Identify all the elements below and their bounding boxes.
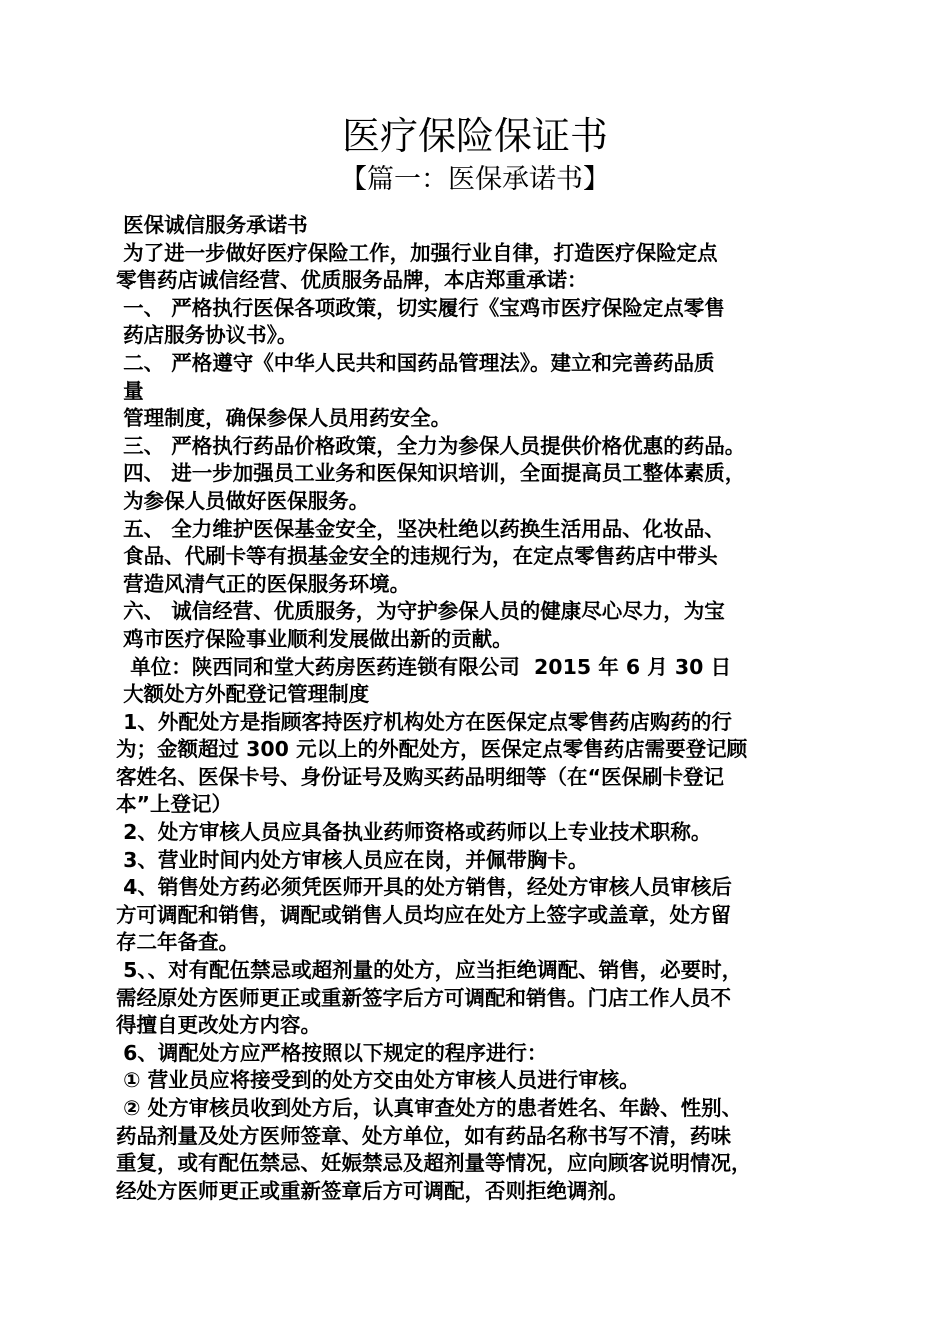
text-line: 三、 严格执行药品价格政策，全力为参保人员提供价格优惠的药品。 bbox=[116, 433, 746, 458]
text-line: 方可调配和销售，调配或销售人员均应在处方上签字或盖章，处方留 bbox=[116, 902, 731, 927]
text-line: 食品、代刷卡等有损基金安全的违规行为，在定点零售药店中带头 bbox=[116, 544, 718, 569]
text-line: ② 处方审核员收到处方后，认真审查处方的患者姓名、年龄、性别、 bbox=[116, 1096, 743, 1120]
text-line: 为参保人员做好医保服务。 bbox=[116, 488, 370, 513]
text-line: 零售药店诚信经营、优质服务品牌，本店郑重承诺： bbox=[116, 268, 588, 293]
text-line: 营造风清气正的医保服务环境。 bbox=[116, 571, 411, 596]
text-line: 五、 全力维护医保基金安全，坚决杜绝以药换生活用品、化妆品、 bbox=[116, 516, 725, 541]
text-line: 6、调配处方应严格按照以下规定的程序进行： bbox=[116, 1040, 548, 1065]
text-line: 存二年备查。 bbox=[116, 930, 239, 955]
text-line: 单位：陕西同和堂大药房医药连锁有限公司 2015 年 6 月 30 日 bbox=[116, 654, 732, 679]
text-line: 得擅自更改处方内容。 bbox=[116, 1013, 321, 1038]
text-line: 鸡市医疗保险事业顺利发展做出新的贡献。 bbox=[116, 626, 513, 651]
text-line: 一、 严格执行医保各项政策，切实履行《宝鸡市医疗保险定点零售 bbox=[116, 295, 725, 320]
text-line: 药店服务协议书》。 bbox=[116, 323, 298, 348]
text-line: 5、、对有配伍禁忌或超剂量的处方，应当拒绝调配、销售，必要时， bbox=[116, 958, 743, 983]
text-line: 需经原处方医师更正或重新签字后方可调配和销售。门店工作人员不 bbox=[116, 985, 731, 1010]
text-line: 重复，或有配伍禁忌、妊娠禁忌及超剂量等情况，应向顾客说明情况， bbox=[116, 1151, 752, 1176]
text-line: 经处方医师更正或重新签章后方可调配，否则拒绝调剂。 bbox=[116, 1178, 629, 1203]
text-line: 医保诚信服务承诺书 bbox=[116, 213, 308, 237]
text-line: 四、 进一步加强员工业务和医保知识培训，全面提高员工整体素质， bbox=[116, 461, 746, 486]
text-line: 药品剂量及处方医师签章、处方单位，如有药品名称书写不清，药味 bbox=[116, 1123, 731, 1148]
text-line: 二、 严格遵守《中华人民共和国药品管理法》。建立和完善药品质 bbox=[116, 350, 715, 375]
text-line: 本”上登记） bbox=[116, 792, 232, 817]
document-body bbox=[116, 212, 842, 1205]
text-line: 管理制度，确保参保人员用药安全。 bbox=[116, 406, 452, 431]
text-line: 六、 诚信经营、优质服务，为守护参保人员的健康尽心尽力，为宝 bbox=[116, 599, 725, 624]
text-line: 大额处方外配登记管理制度 bbox=[116, 682, 370, 707]
text-line: 客姓名、医保卡号、身份证号及购买药品明细等（在“医保刷卡登记 bbox=[116, 764, 724, 789]
text-line: 4、销售处方药必须凭医师开具的处方销售，经处方审核人员审核后 bbox=[116, 875, 732, 900]
text-line: 1、外配处方是指顾客持医疗机构处方在医保定点零售药店购药的行 bbox=[116, 709, 732, 734]
document-subtitle: 【篇一：医保承诺书】 bbox=[340, 164, 610, 195]
text-line: 为；金额超过 300 元以上的外配处方，医保定点零售药店需要登记顾 bbox=[116, 737, 748, 762]
text-line: 量 bbox=[116, 378, 144, 403]
text-line: ① 营业员应将接受到的处方交由处方审核人员进行审核。 bbox=[116, 1068, 640, 1093]
text-line: 3、营业时间内处方审核人员应在岗，并佩带胸卡。 bbox=[116, 847, 589, 872]
text-line: 为了进一步做好医疗保险工作，加强行业自律，打造医疗保险定点 bbox=[116, 240, 718, 265]
document-title: 医疗保险保证书 bbox=[341, 114, 608, 158]
text-line: 2、处方审核人员应具备执业药师资格或药师以上专业技术职称。 bbox=[116, 820, 712, 845]
